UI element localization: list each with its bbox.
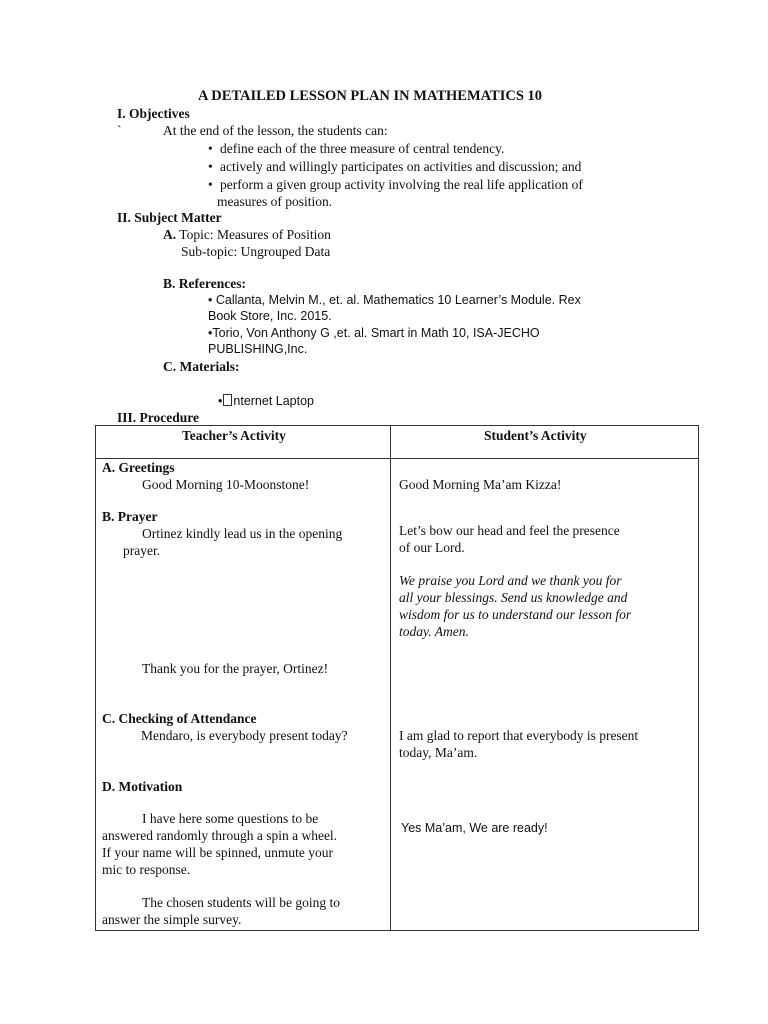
greetings-student: Good Morning Ma’am Kizza! <box>399 477 562 492</box>
procedure-heading: III. Procedure <box>117 410 199 425</box>
prayer-text-line: We praise you Lord and we thank you for <box>399 573 622 588</box>
prayer-text-line: wisdom for us to understand our lesson for <box>399 607 632 622</box>
prayer-teacher-line: Ortinez kindly lead us in the opening <box>142 526 343 541</box>
stray-mark: ` <box>117 123 122 138</box>
col-student: Student’s Activity <box>484 428 587 443</box>
bullet-icon: • <box>208 177 213 192</box>
greetings-heading: A. Greetings <box>102 460 175 475</box>
subject-matter-heading: II. Subject Matter <box>117 210 222 225</box>
bullet-icon: • <box>208 326 213 340</box>
motivation-line: The chosen students will be going to <box>142 895 340 910</box>
prayer-heading: B. Prayer <box>102 509 158 524</box>
motivation-line: answer the simple survey. <box>102 912 242 927</box>
table-header-row <box>96 426 699 459</box>
motivation-line: answered randomly through a spin a wheel. <box>102 828 338 843</box>
page-title: A DETAILED LESSON PLAN IN MATHEMATICS 10 <box>198 88 543 104</box>
prayer-thanks: Thank you for the prayer, Ortinez! <box>142 661 329 676</box>
header-cell-student <box>391 426 699 459</box>
references-heading: B. References: <box>163 276 246 291</box>
materials-item: • nternet Laptop <box>218 394 315 408</box>
missing-glyph-icon <box>223 394 232 406</box>
motivation-student: Yes Ma’am, We are ready! <box>401 821 548 835</box>
activity-table <box>95 425 699 931</box>
motivation-line: If your name will be spinned, unmute your <box>102 845 333 860</box>
bullet-icon: • <box>208 159 213 174</box>
objective-item: • define each of the three measure of central tendency. <box>208 141 505 156</box>
student-column <box>391 459 699 931</box>
prayer-student-line: Let’s bow our head and feel the presence <box>399 523 620 538</box>
bullet-icon: • <box>218 394 223 408</box>
topic-line: A. Topic: Measures of Position <box>163 227 331 242</box>
reference-item-continued: Book Store, Inc. 2015. <box>208 309 332 323</box>
prayer-teacher-line: prayer. <box>123 543 161 558</box>
objectives-heading: I. Objectives <box>117 106 190 121</box>
motivation-heading: D. Motivation <box>102 779 183 794</box>
greetings-teacher: Good Morning 10-Moonstone! <box>142 477 310 492</box>
subtopic-line: Sub-topic: Ungrouped Data <box>181 244 331 259</box>
objective-item: • perform a given group activity involving the real life application of <box>208 177 583 192</box>
motivation-line: I have here some questions to be <box>142 811 319 826</box>
attendance-student-line: today, Ma’am. <box>399 745 478 760</box>
attendance-heading: C. Checking of Attendance <box>102 711 257 726</box>
reference-item: • Callanta, Melvin M., et. al. Mathematics 10 Learner’s Module. Rex <box>208 293 581 307</box>
prayer-student-line: of our Lord. <box>399 540 465 555</box>
attendance-teacher: Mendaro, is everybody present today? <box>141 728 348 743</box>
table-body-row <box>96 459 699 931</box>
bullet-icon: • <box>208 141 213 156</box>
attendance-student-line: I am glad to report that everybody is present <box>399 728 639 743</box>
objective-item-continued: measures of position. <box>217 194 333 209</box>
materials-heading: C. Materials: <box>163 359 240 374</box>
motivation-line: mic to response. <box>102 862 191 877</box>
teacher-column <box>96 459 391 931</box>
objectives-intro: At the end of the lesson, the students can: <box>163 123 388 138</box>
bullet-icon: • <box>208 293 216 307</box>
header-cell-teacher <box>96 426 391 459</box>
col-teacher: Teacher’s Activity <box>182 428 286 443</box>
objective-item: • actively and willingly participates on activities and discussion; and <box>208 159 582 174</box>
reference-item: •Torio, Von Anthony G ,et. al. Smart in Math 10, ISA-JECHO <box>208 326 540 340</box>
prayer-text-line: all your blessings. Send us knowledge and <box>399 590 628 605</box>
reference-item-continued: PUBLISHING,Inc. <box>208 342 308 356</box>
prayer-text-line: today. Amen. <box>399 624 469 639</box>
